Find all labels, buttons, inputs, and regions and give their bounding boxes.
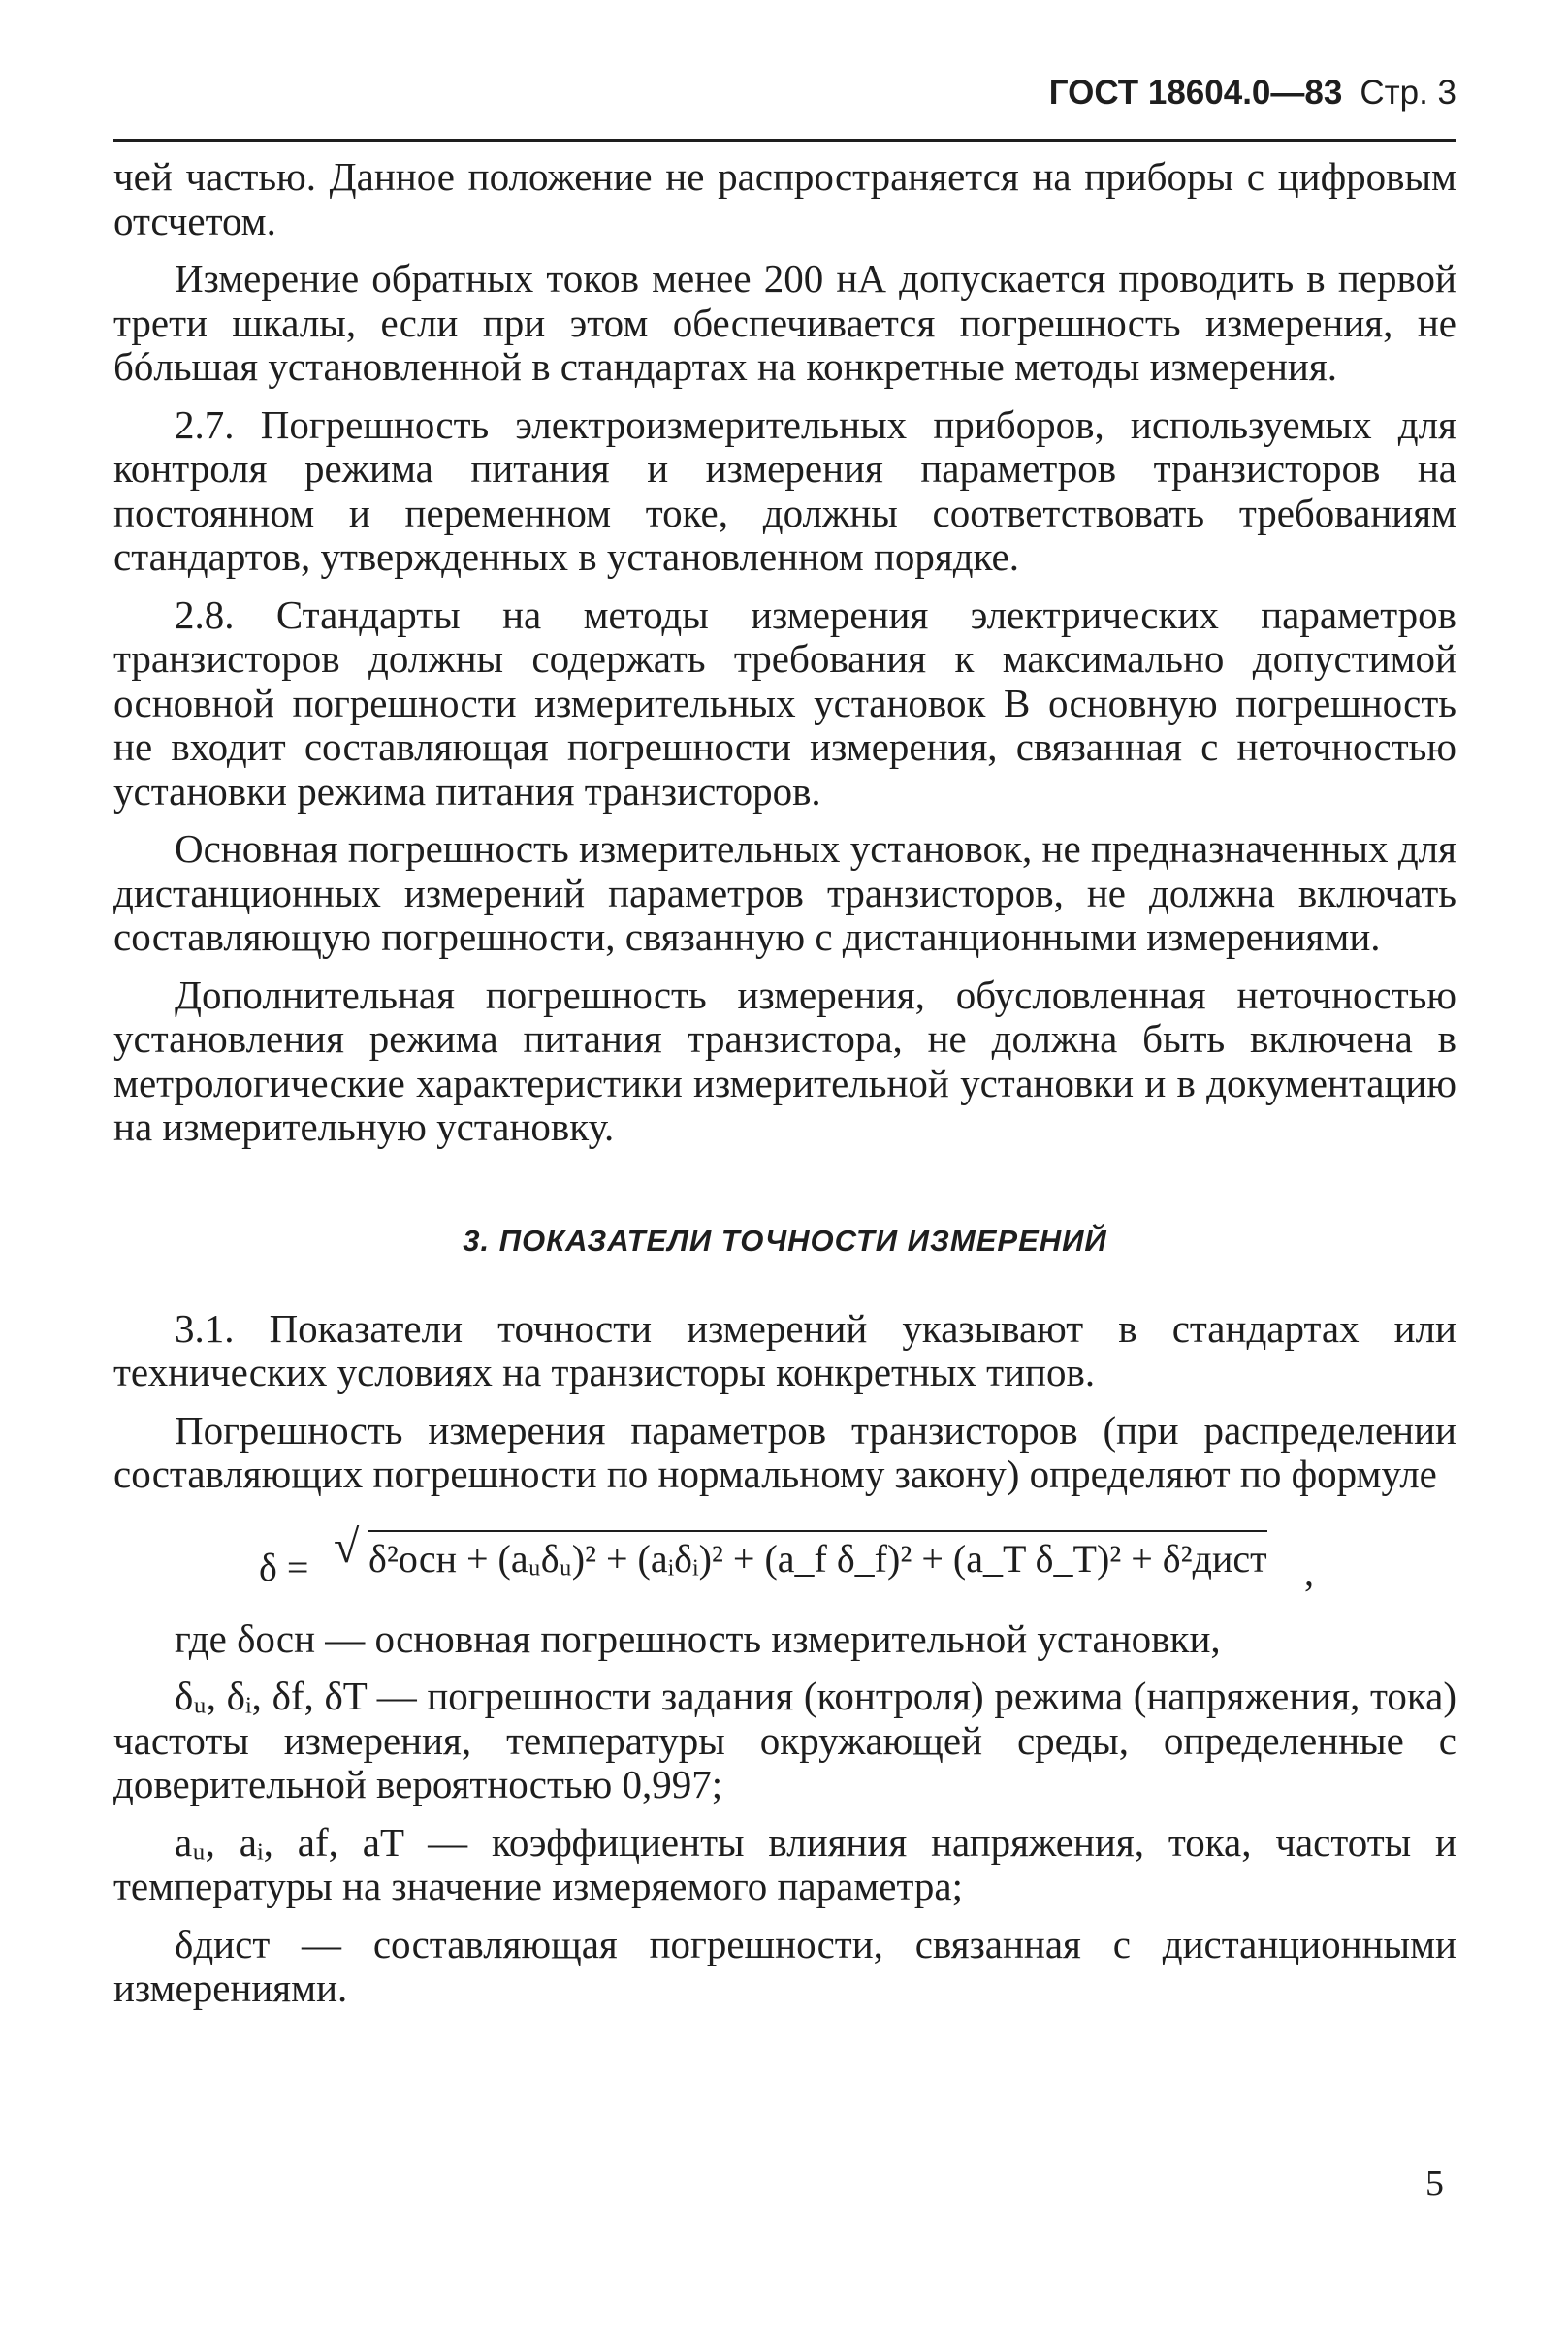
header-text [1049, 74, 1456, 112]
paragraph-main-error: Основная погрешность измерительных установок, не предназначенных для дистанционных измерений параметров транзисторов, не должна включать составляющую погрешности, связанную с дистанционными измерениями. [113, 826, 1456, 959]
page-number: 5 [1425, 2163, 1444, 2204]
page-body [113, 155, 1456, 2025]
formula-radicand: δ²осн + (aᵤδᵤ)² + (aᵢδᵢ)² + (a_f δ_f)² + (a_T δ_T)² + δ²дист [368, 1530, 1267, 1581]
paragraph-additional-error: Дополнительная погрешность измерения, обусловленная неточностью установления режима питания транзистора, не должна быть включена в метрологические характеристики измерительной установки и в документацию на измерительную установку. [113, 972, 1456, 1149]
section-title: 3. ПОКАЗАТЕЛИ ТОЧНОСТИ ИЗМЕРЕНИЙ [463, 1223, 1107, 1258]
formula-lhs: δ = [259, 1545, 309, 1589]
paragraph-reverse-currents: Измерение обратных токов менее 200 нА допускается проводить в первой трети шкалы, если при этом обеспечивается погрешность измерения, не бóльшая установленной в стандартах на конкретные методы измерения. [113, 256, 1456, 389]
clause-2-8: 2.8. Стандарты на методы измерения электрических параметров транзисторов должны содержать требования к максимально допустимой основной погрешности измерительных установок В основную погрешность не входит составляющая погрешности измерения, связанная с неточностью установки режима питания транзисторов. [113, 591, 1456, 814]
sqrt-symbol: √ [334, 1520, 360, 1573]
clause-2-7: 2.7. Погрешность электроизмерительных приборов, используемых для контроля режима питания и измерения параметров транзисторов на постоянном и переменном токе, должны соответствовать требованиям стандартов, утвержденных в установленном порядке. [113, 401, 1456, 579]
definition-remote-error: δдист — составляющая погрешности, связанная с дистанционными измерениями. [113, 1921, 1456, 2010]
paragraph-formula-intro: Погрешность измерения параметров транзисторов (при распределении составляющих погрешности по нормальному закону) определяют по формуле [113, 1407, 1456, 1496]
standard-number: ГОСТ 18604.0—83 [1048, 74, 1343, 112]
clause-3-1: 3.1. Показатели точности измерений указывают в стандартах или технических условиях на транзисторы конкретных типов. [113, 1305, 1456, 1394]
error-formula [113, 1518, 1456, 1606]
definition-influence-coefficients: aᵤ, aᵢ, af, aT — коэффициенты влияния напряжения, тока, частоты и температуры на значение измеряемого параметра; [113, 1819, 1456, 1908]
formula-comma: , [1304, 1549, 1314, 1594]
definition-mode-errors: δᵤ, δᵢ, δf, δT — погрешности задания (контроля) режима (напряжения, тока) частоты измерения, температуры окружающей среды, определенные с доверительной вероятностью 0,997; [113, 1674, 1456, 1806]
definition-main-error: где δосн — основная погрешность измерительной установки, [175, 1615, 1221, 1661]
paragraph-continuation: чей частью. Данное положение не распространяется на приборы с цифровым отсчетом. [113, 154, 1456, 243]
page-label: Стр. 3 [1360, 74, 1456, 112]
page-header [113, 74, 1456, 142]
